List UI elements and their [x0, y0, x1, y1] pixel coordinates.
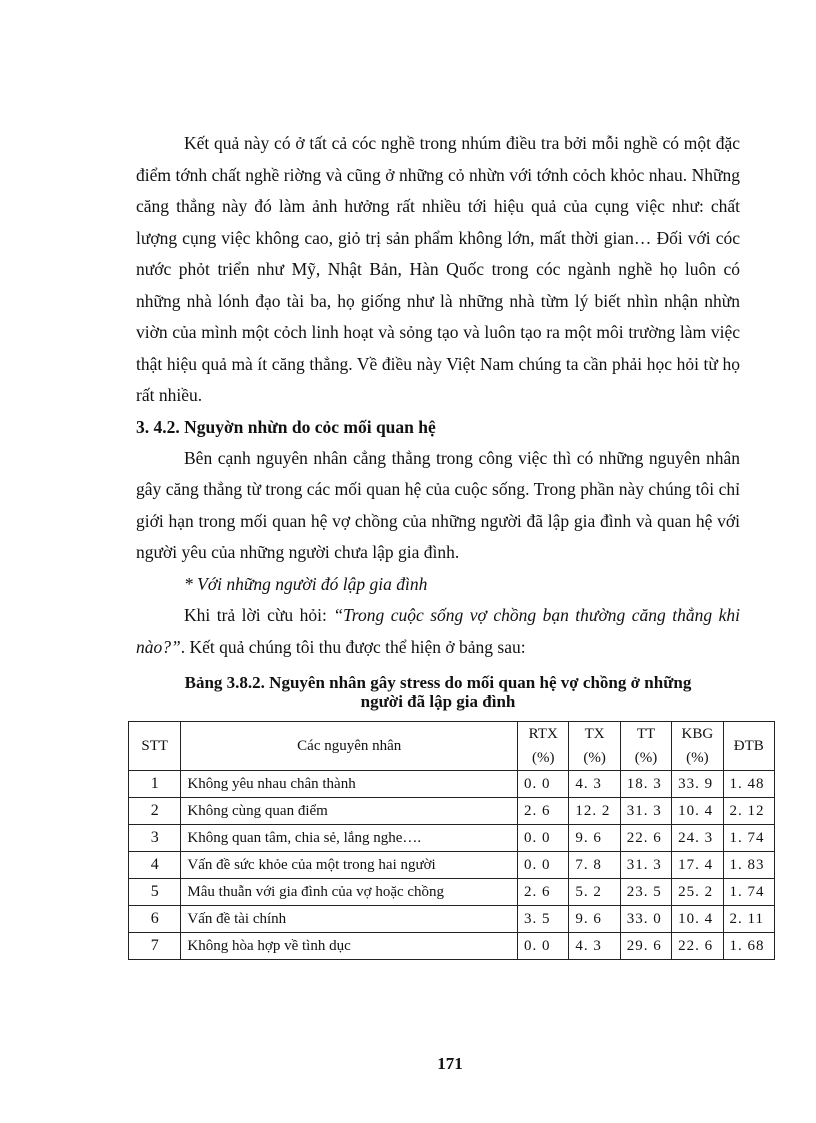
row-stt: 5: [129, 879, 181, 906]
row-kbg: 22. 6: [672, 933, 723, 960]
row-rtx: 2. 6: [518, 798, 569, 825]
row-kbg: 17. 4: [672, 852, 723, 879]
row-tt: 29. 6: [620, 933, 671, 960]
header-cause: Các nguyên nhân: [181, 722, 518, 771]
row-kbg: 25. 2: [672, 879, 723, 906]
header-rtx: [518, 722, 569, 771]
row-dtb: 1. 74: [723, 825, 774, 852]
header-tt: [620, 722, 671, 771]
row-cause: Không quan tâm, chia sẻ, lắng nghe….: [181, 825, 518, 852]
header-tx-unit: (%): [583, 750, 606, 766]
header-tt-label: TT: [636, 726, 656, 742]
row-cause: Vấn đề sức khỏe của một trong hai người: [181, 852, 518, 879]
table-caption: [136, 673, 740, 711]
question-paragraph: [136, 600, 740, 663]
row-stt: 6: [129, 906, 181, 933]
row-tx: 7. 8: [569, 852, 620, 879]
row-stt: 3: [129, 825, 181, 852]
question-quote: “Trong cuộc sống vợ chồng bạn thường căng thẳng khi nào?”: [136, 605, 740, 657]
married-note: * Với những người đó lập gia đình: [184, 573, 428, 594]
question-suffix: . Kết quả chúng tôi thu được thể hiện ở bảng sau:: [180, 636, 526, 657]
table-row: [129, 825, 775, 852]
header-tx: [569, 722, 620, 771]
row-dtb: 2. 12: [723, 798, 774, 825]
row-cause: Không hòa hợp về tình dục: [181, 933, 518, 960]
paragraph-results: Kết quả này có ở tất cả cóc nghề trong nhúm điều tra bởi mỗi nghề có một đặc điểm tớnh chất nghề riờng và cũng ở những cỏ nhừn với tớnh cỏch khỏc nhau. Những căng thẳng này đó làm ảnh hưởng rất nhiều tới hiệu quả của cụng việc như: chất lượng cụng việc không cao, giỏ trị sản phẩm không lớn, mất thời gian… Đối với cóc nước phỏt triển như Mỹ, Nhật Bản, Hàn Quốc trong cóc ngành nghề họ luôn có những nhà lónh đạo tài ba, họ giống như là những nhà từm lý biết nhìn nhận nhừn viờn của mình một cỏch linh hoạt và sỏng tạo và luôn tạo ra một môi trường làm việc thật hiệu quả mà ít căng thẳng. Về điều này Việt Nam chúng ta cần phải học hỏi từ họ rất nhiều.: [136, 133, 740, 405]
section-heading: 3. 4.2. Nguyờn nhừn do cỏc mối quan hệ: [136, 416, 436, 437]
row-tt: 22. 6: [620, 825, 671, 852]
header-dtb: ĐTB: [723, 722, 774, 771]
row-tt: 31. 3: [620, 852, 671, 879]
row-rtx: 2. 6: [518, 879, 569, 906]
header-kbg-label: KBG: [681, 726, 714, 742]
row-rtx: 0. 0: [518, 771, 569, 798]
row-rtx: 0. 0: [518, 825, 569, 852]
caption-line-2: người đã lập gia đình: [360, 692, 516, 711]
row-dtb: 1. 83: [723, 852, 774, 879]
row-rtx: 3. 5: [518, 906, 569, 933]
header-stt: STT: [129, 722, 181, 771]
row-tx: 12. 2: [569, 798, 620, 825]
row-dtb: 1. 68: [723, 933, 774, 960]
row-tx: 9. 6: [569, 825, 620, 852]
row-tx: 4. 3: [569, 771, 620, 798]
row-cause: Vấn đề tài chính: [181, 906, 518, 933]
row-dtb: 1. 48: [723, 771, 774, 798]
question-prefix: Khi trả lời cừu hỏi:: [184, 605, 334, 625]
row-tt: 31. 3: [620, 798, 671, 825]
row-tx: 4. 3: [569, 933, 620, 960]
row-cause: Không cùng quan điểm: [181, 798, 518, 825]
table-row: [129, 879, 775, 906]
row-rtx: 0. 0: [518, 933, 569, 960]
row-dtb: 1. 74: [723, 879, 774, 906]
caption-line-1: Bảng 3.8.2. Nguyên nhân gây stress do mối quan hệ vợ chồng ở những: [184, 673, 692, 692]
row-stt: 7: [129, 933, 181, 960]
document-body: [136, 128, 740, 711]
row-stt: 1: [129, 771, 181, 798]
header-tt-unit: (%): [634, 750, 658, 766]
row-tx: 5. 2: [569, 879, 620, 906]
table-header-row: [129, 722, 775, 771]
stress-causes-table: [128, 721, 775, 960]
row-cause: Không yêu nhau chân thành: [181, 771, 518, 798]
row-tx: 9. 6: [569, 906, 620, 933]
table-row: [129, 771, 775, 798]
header-rtx-label: RTX: [528, 726, 558, 742]
row-kbg: 24. 3: [672, 825, 723, 852]
table-row: [129, 933, 775, 960]
table-row: [129, 906, 775, 933]
header-rtx-unit: (%): [531, 750, 555, 766]
table-row: [129, 852, 775, 879]
row-kbg: 10. 4: [672, 906, 723, 933]
header-kbg: [672, 722, 723, 771]
row-cause: Mâu thuẫn với gia đình của vợ hoặc chồng: [181, 879, 518, 906]
row-stt: 4: [129, 852, 181, 879]
table-row: [129, 798, 775, 825]
row-kbg: 10. 4: [672, 798, 723, 825]
row-rtx: 0. 0: [518, 852, 569, 879]
row-tt: 33. 0: [620, 906, 671, 933]
paragraph-relationships: Bên cạnh nguyên nhân cẳng thẳng trong công việc thì có những nguyên nhân gây căng thẳng từ trong các mối quan hệ của cuộc sống. Trong phần này chúng tôi chỉ giới hạn trong mối quan hệ vợ chồng của những người đã lập gia đình và quan hệ với người yêu của những người chưa lập gia đình.: [136, 447, 740, 562]
page-number: 171: [437, 1054, 463, 1073]
row-tt: 23. 5: [620, 879, 671, 906]
row-tt: 18. 3: [620, 771, 671, 798]
header-kbg-unit: (%): [686, 750, 709, 766]
row-stt: 2: [129, 798, 181, 825]
row-dtb: 2. 11: [723, 906, 774, 933]
header-tx-label: TX: [584, 726, 605, 742]
row-kbg: 33. 9: [672, 771, 723, 798]
